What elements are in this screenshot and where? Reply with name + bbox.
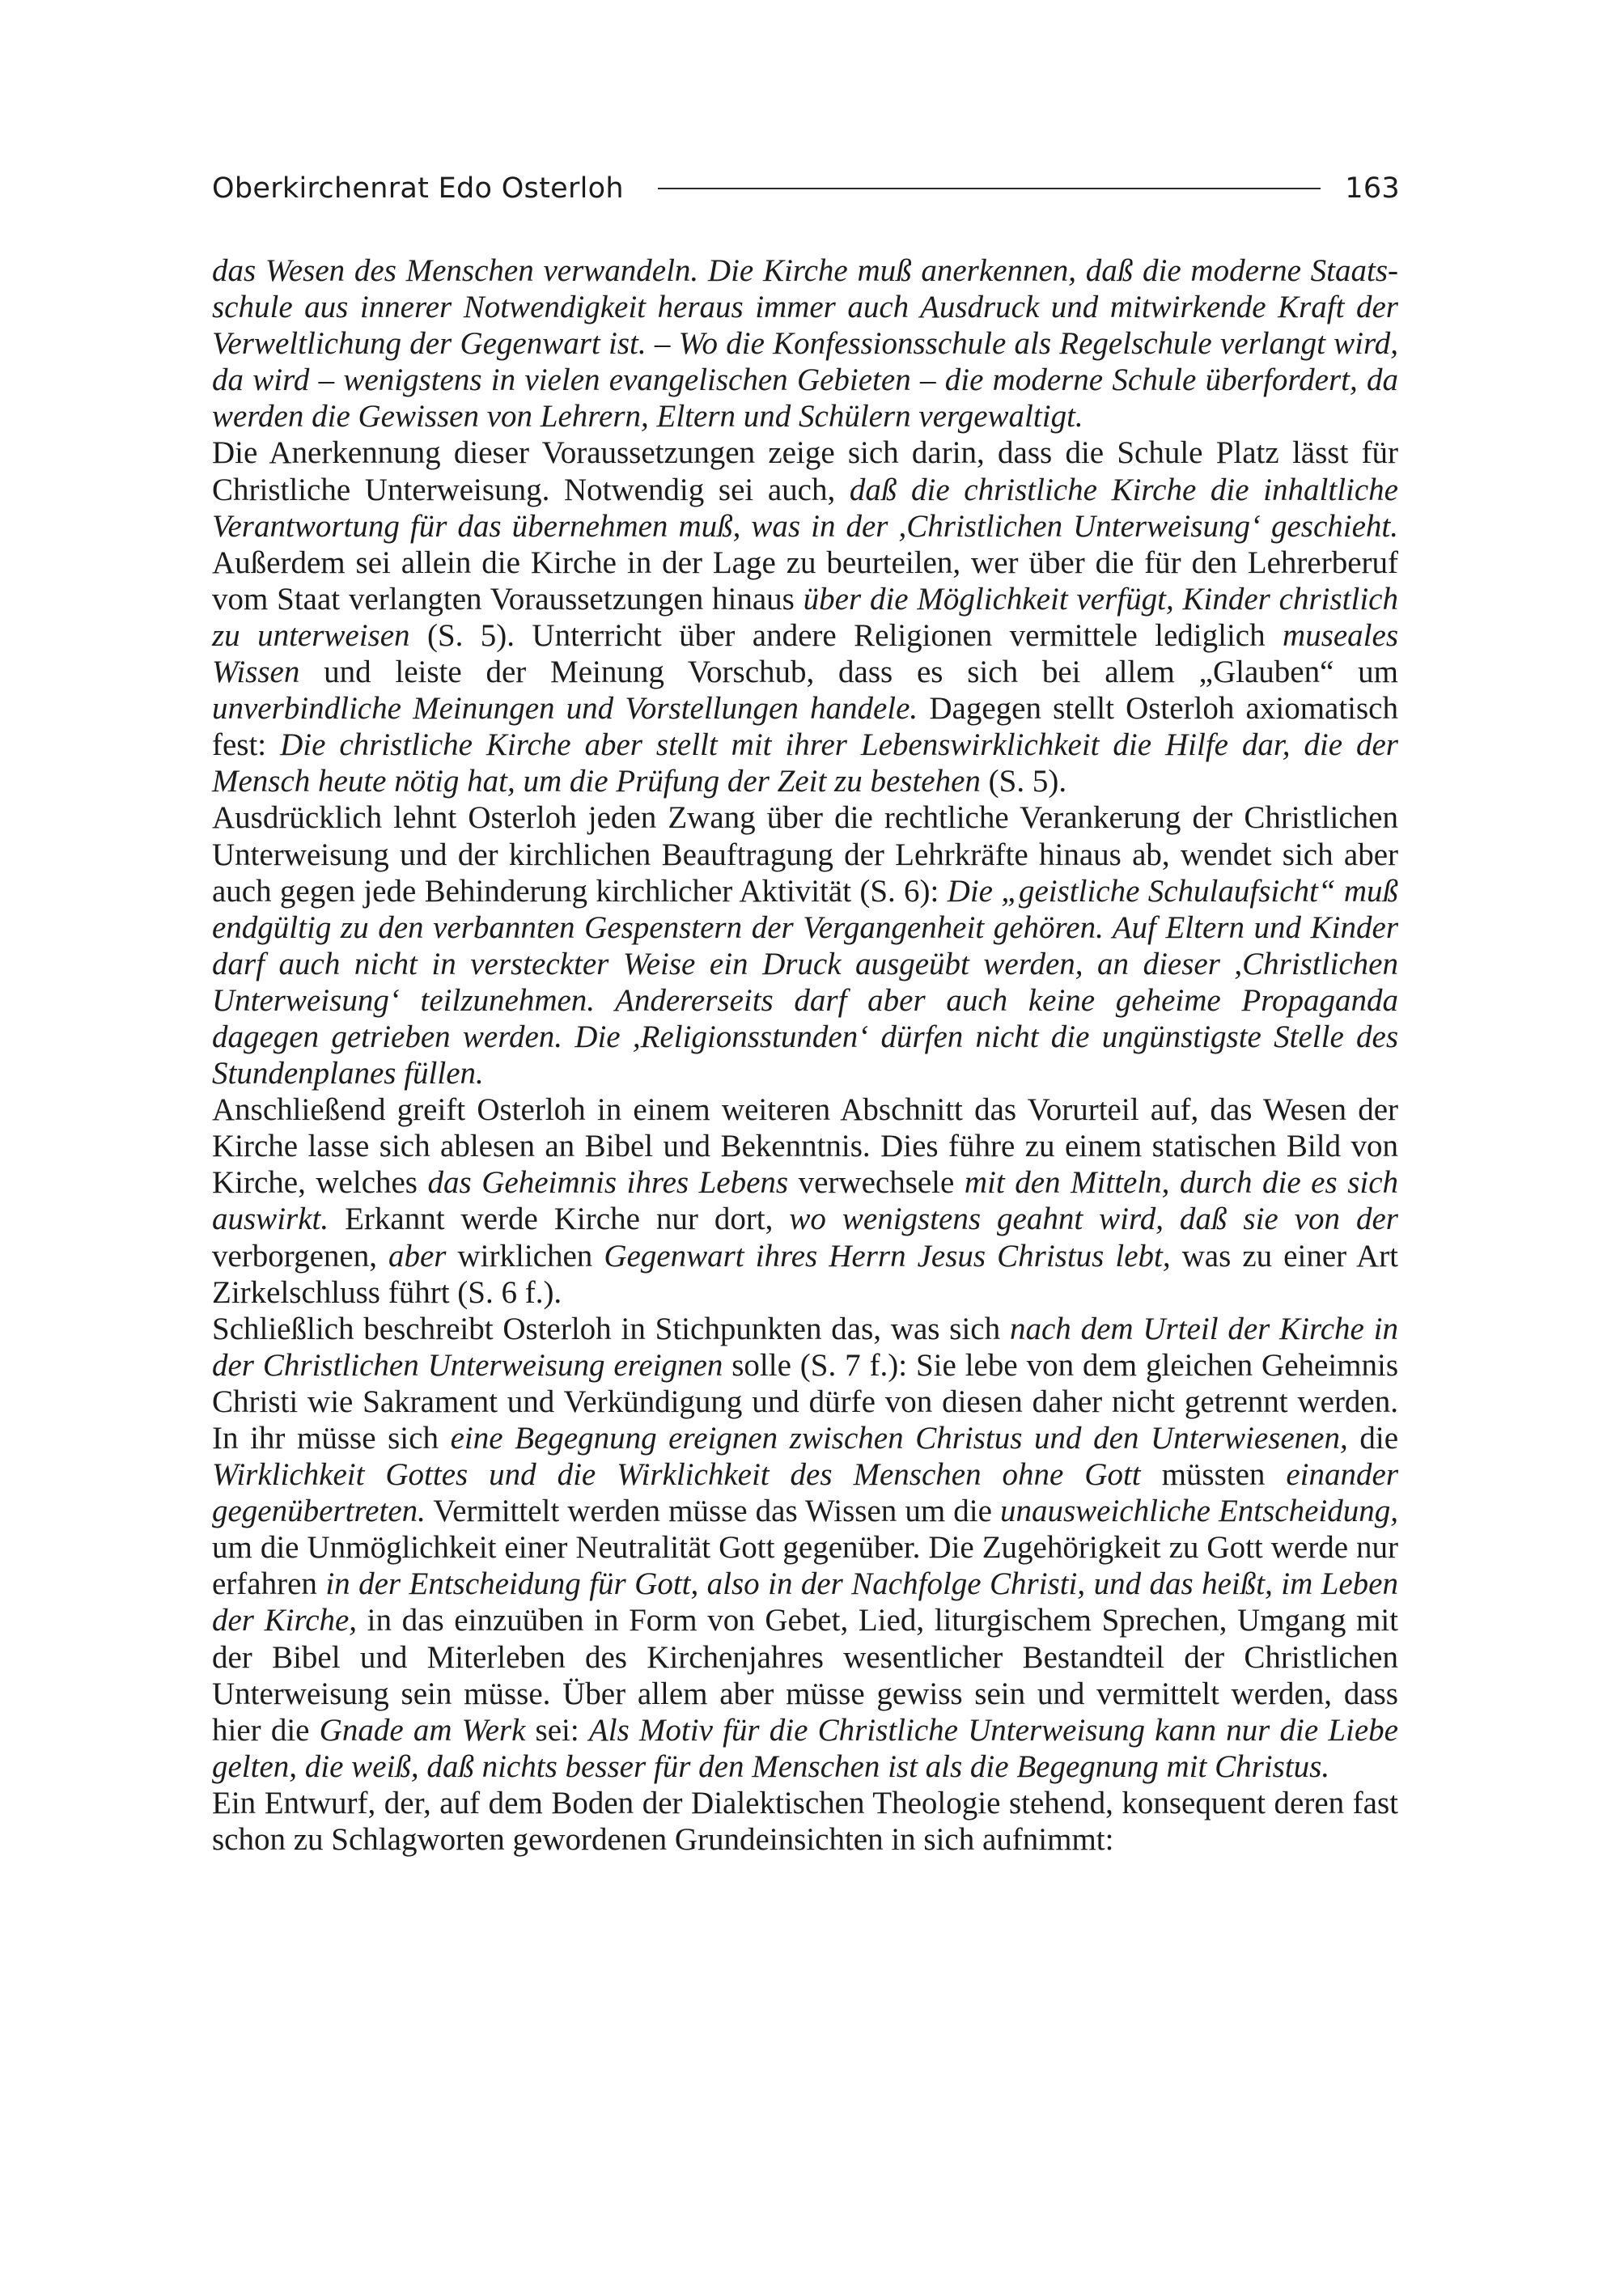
italic-text-segment: Die christliche Kirche aber stellt mit ihrer Lebenswirklichkeit die Hilfe dar, die der Mensch heute nötig hat, um die Prüfung der Zeit zu bestehen: [212, 727, 1398, 799]
italic-text-segment: aber: [388, 1238, 447, 1274]
text-segment: die: [1347, 1421, 1399, 1456]
paragraph: [212, 252, 1398, 434]
text-segment: Ein Entwurf, der, auf dem Boden der Dialektischen Theologie stehend, konsequent deren fast schon zu Schlagworten gewordenen Grundeinsichten in sich aufnimmt:: [212, 1785, 1398, 1858]
text-segment: was zu einer Art Zirkelschluss führt (S. 6 f.).: [212, 1238, 1398, 1310]
paragraph: [212, 1785, 1398, 1858]
italic-text-segment: Gnade am Werk: [319, 1712, 526, 1748]
italic-text-segment: Die „geistliche Schulaufsicht“ muß endgültig zu den verbannten Gespenstern der Vergangenheit gehören. Auf Eltern und Kinder darf auch nicht in versteckter Weise ein Druck ausgeübt werden, an dieser ,Christlichen Unterweisung‘ teilzunehmen. Andererseits darf aber auch keine geheime Propaganda dagegen getrieben werden. Die ,Religionsstunden‘ dürfen nicht die ungünstigste Stelle des Stundenplanes füllen.: [212, 873, 1398, 1091]
italic-text-segment: mit den Mitteln, durch die es sich auswirkt.: [212, 1165, 1399, 1237]
text-segment: Die Anerkennung dieser Voraussetzungen zeige sich darin, dass die Schule Platz lässt für Christliche Unterweisung. Notwendig sei auch,: [212, 435, 1398, 507]
paragraph: [212, 434, 1398, 799]
italic-text-segment: museales Wissen: [212, 617, 1399, 690]
italic-text-segment: einander gegenübertreten.: [212, 1457, 1398, 1529]
italic-text-segment: nach dem Urteil der Kirche in der Christlichen Unterweisung ereignen: [212, 1311, 1399, 1383]
paragraph: [212, 799, 1398, 1091]
page-number: 163: [1345, 172, 1400, 205]
running-header-title: Oberkirchenrat Edo Osterloh: [212, 172, 624, 205]
text-segment: Erkannt werde Kirche nur dort,: [329, 1202, 790, 1237]
text-segment: (S. 5).: [980, 764, 1067, 799]
italic-text-segment: unverbindliche Meinungen und Vorstellungen handele.: [212, 691, 918, 727]
text-segment: um die Unmöglichkeit einer Neutralität Gott gegenüber. Die Zugehörigkeit zu Gott werde nur erfahren: [212, 1530, 1398, 1602]
italic-text-segment: daß die christliche Kirche die inhaltliche Verantwortung für das übernehmen muß, was in der ,Christlichen Unterweisung‘ geschieht.: [212, 472, 1398, 544]
text-segment: solle (S. 7 f.): Sie lebe von dem gleichen Geheimnis Christi wie Sakrament und Verkündigung und dürfe von diesen daher nicht getrennt werden. In ihr müsse sich: [212, 1347, 1398, 1456]
text-segment: sei:: [525, 1712, 589, 1748]
italic-text-segment: Gegenwart ihres Herrn Jesus Christus lebt,: [604, 1238, 1171, 1274]
italic-text-segment: Wirklichkeit Gottes und die Wirklichkeit des Menschen ohne Gott: [212, 1457, 1141, 1493]
text-segment: Anschließend greift Osterloh in einem weiteren Abschnitt das Vorurteil auf, das Wesen der Kirche lasse sich ablesen an Bibel und Bekenntnis. Dies führe zu einem statischen Bild von Kirche, welches: [212, 1092, 1398, 1201]
paragraph: [212, 1091, 1398, 1311]
text-segment: verwechsele: [788, 1165, 965, 1201]
text-segment: Schließlich beschreibt Osterloh in Stichpunkten das, was sich: [212, 1311, 1010, 1346]
text-segment: wirklichen: [446, 1238, 604, 1274]
text-segment: (S. 5). Unterricht über andere Religionen vermittele lediglich: [409, 617, 1283, 653]
text-segment: und leiste der Meinung Vorschub, dass es sich bei allem „Glauben“ um: [299, 655, 1398, 690]
italic-text-segment: eine Begegnung ereignen zwischen Christus und den Unterwiesenen,: [450, 1421, 1348, 1456]
text-segment: Außerdem sei allein die Kirche in der Lage zu beurteilen, wer über die für den Lehrerberuf vom Staat verlangten Voraussetzungen hinaus: [212, 545, 1398, 617]
text-segment: müssten: [1140, 1457, 1287, 1493]
italic-text-segment: das Wesen des Menschen verwandeln. Die Kirche muß anerkennen, daß die moderne Staatsschule aus innerer Notwendigkeit heraus immer auch Ausdruck und mitwirkende Kraft der Verweltlichung der Gegenwart ist. – Wo die Konfessionsschule als Regelschule verlangt wird, da wird – wenigstens in vielen evangelischen Gebieten – die moderne Schule überfordert, da werden die Gewissen von Lehrern, Eltern und Schülern vergewaltigt.: [212, 253, 1398, 434]
italic-text-segment: über die Möglichkeit verfügt, Kinder christlich zu unterweisen: [212, 581, 1398, 653]
text-segment: verborgenen,: [212, 1238, 388, 1274]
text-segment: Ausdrücklich lehnt Osterloh jeden Zwang über die rechtliche Verankerung der Christlichen Unterweisung und der kirchlichen Beauftragung der Lehrkräfte hinaus ab, wendet sich aber auch gegen jede Behinderung kirchlicher Aktivität (S. 6):: [212, 800, 1398, 909]
italic-text-segment: unausweichliche Entscheidung,: [999, 1494, 1398, 1529]
text-segment: in das einzuüben in Form von Gebet, Lied, liturgischem Sprechen, Umgang mit der Bibel und Miterleben des Kirchenjahres wesentlicher Bestandteil der Christlichen Unterweisung sein müsse. Über allem aber müsse gewiss sein und vermittelt werden, dass hier die: [212, 1603, 1398, 1748]
italic-text-segment: in der Entscheidung für Gott, also in der Nachfolge Christi, und das heißt, im Leben der Kirche,: [212, 1566, 1398, 1638]
header-rule: [658, 188, 1321, 189]
italic-text-segment: Als Motiv für die Christliche Unterweisung kann nur die Liebe gelten, die weiß, daß nichts besser für den Menschen ist als die Begegnung mit Christus.: [212, 1712, 1398, 1784]
italic-text-segment: wo wenigstens geahnt wird, daß sie von der: [789, 1202, 1398, 1237]
running-header: [212, 167, 1400, 210]
paragraph: [212, 1311, 1398, 1785]
text-segment: Dagegen stellt Osterloh axiomatisch fest:: [212, 691, 1398, 763]
body-text: [212, 252, 1398, 1858]
italic-text-segment: das Geheimnis ihres Lebens: [427, 1165, 789, 1201]
text-segment: Vermittelt werden müsse das Wissen um die: [425, 1494, 1000, 1529]
